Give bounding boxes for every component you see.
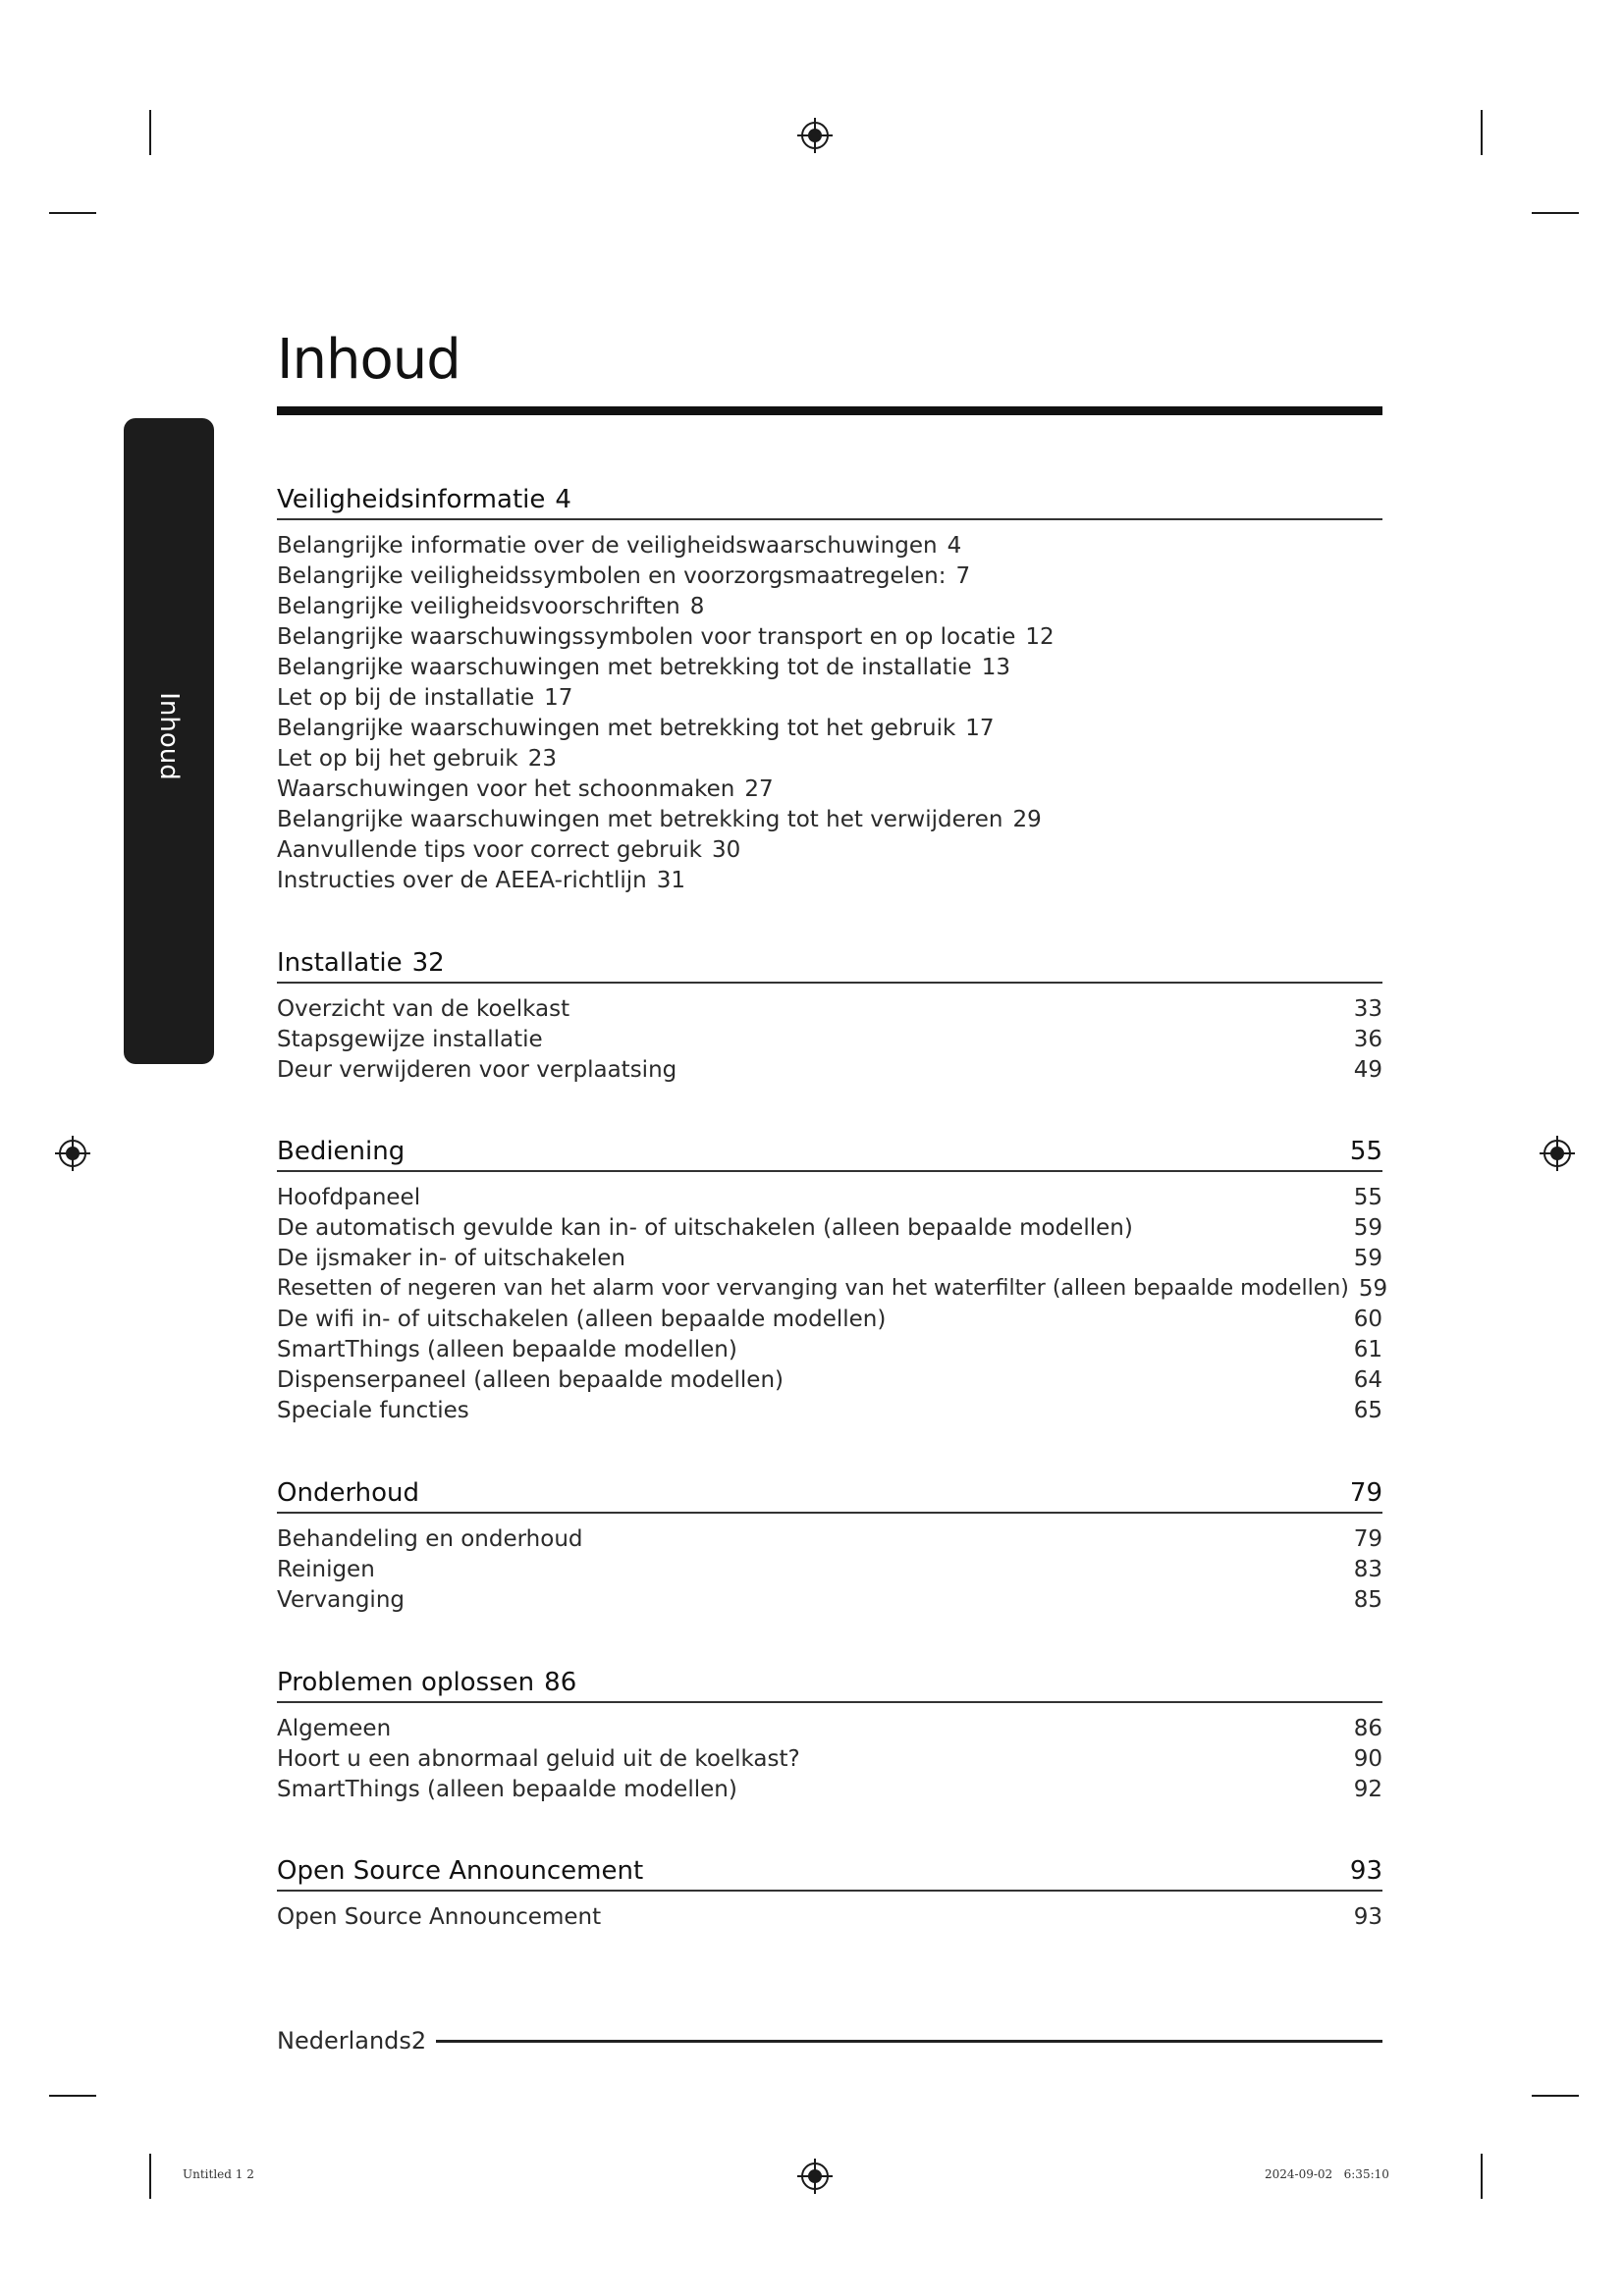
section-page: 32 (411, 948, 445, 978)
toc-entry (277, 865, 1382, 895)
crop-mark (149, 110, 151, 155)
page-footer (277, 2024, 1382, 2057)
entry-page: 79 (1353, 1525, 1382, 1552)
entry-text: Belangrijke waarschuwingssymbolen voor transport en op locatie (277, 623, 1016, 650)
entry-page: 59 (1353, 1245, 1382, 1271)
entry-page: 8 (689, 593, 705, 619)
entry-text: Belangrijke informatie over de veiligheidswaarschuwingen (277, 532, 938, 559)
entry-text: Dispenserpaneel (alleen bepaalde modellen) (277, 1366, 785, 1393)
toc-section (277, 1476, 1382, 1615)
crop-mark (1532, 212, 1579, 214)
toc-section (277, 1666, 1382, 1804)
section-title: Bediening (277, 1137, 406, 1166)
entry-text: Let op bij de installatie (277, 684, 535, 711)
entry-text: Stapsgewijze installatie (277, 1026, 543, 1052)
section-heading (277, 483, 1382, 520)
entry-text: Reinigen (277, 1556, 375, 1582)
registration-mark-icon (1538, 1134, 1577, 1173)
entry-text: De wifi in- of uitschakelen (alleen bepaalde modellen) (277, 1306, 887, 1332)
entry-text: SmartThings (alleen bepaalde modellen) (277, 1776, 737, 1802)
entry-text: Overzicht van de koelkast (277, 995, 570, 1022)
crop-mark (1481, 2154, 1483, 2199)
entry-page: 29 (1012, 806, 1042, 832)
section-title: Open Source Announcement (277, 1856, 644, 1886)
toc-entry (277, 1054, 1382, 1085)
registration-mark-icon (53, 1134, 92, 1173)
entry-page: 61 (1353, 1336, 1382, 1362)
toc-entry (277, 1243, 1382, 1273)
entry-text: Hoofdpaneel (277, 1184, 421, 1210)
toc-entry (277, 530, 1382, 561)
page-title: Inhoud (277, 328, 460, 392)
toc-entry (277, 834, 1382, 865)
entry-text: De automatisch gevulde kan in- of uitschakelen (alleen bepaalde modellen) (277, 1214, 1133, 1241)
crop-mark (49, 2095, 96, 2097)
entry-page: 93 (1353, 1903, 1382, 1930)
entry-text: Belangrijke waarschuwingen met betrekking tot de installatie (277, 654, 972, 680)
footer-rule (436, 2040, 1382, 2043)
entry-text: Hoort u een abnormaal geluid uit de koelkast? (277, 1745, 800, 1772)
toc-entry (277, 804, 1382, 834)
section-page: 79 (1349, 1478, 1382, 1508)
toc-entry (277, 1334, 1382, 1364)
section-page: 86 (544, 1668, 577, 1697)
side-tab (124, 418, 214, 1064)
toc-entry (277, 682, 1382, 713)
entry-page: 17 (965, 715, 995, 741)
entry-text: Belangrijke veiligheidsvoorschriften (277, 593, 680, 619)
toc-entry (277, 1743, 1382, 1774)
section-heading (277, 1666, 1382, 1703)
toc-section (277, 483, 1382, 895)
toc-entry (277, 1273, 1388, 1304)
entry-page: 55 (1353, 1184, 1382, 1210)
registration-mark-icon (795, 2157, 835, 2196)
section-title: Installatie (277, 948, 403, 978)
toc-entry (277, 1304, 1382, 1334)
entry-text: Speciale functies (277, 1397, 469, 1423)
toc-entry (277, 1182, 1382, 1212)
entry-page: 12 (1025, 623, 1055, 650)
entry-text: SmartThings (alleen bepaalde modellen) (277, 1336, 737, 1362)
crop-mark (1532, 2095, 1579, 2097)
entry-text: Waarschuwingen voor het schoonmaken (277, 775, 735, 802)
entry-text: Belangrijke waarschuwingen met betrekking tot het gebruik (277, 715, 956, 741)
entry-text: Open Source Announcement (277, 1903, 602, 1930)
toc-entry (277, 1364, 1382, 1395)
crop-mark (149, 2154, 151, 2199)
toc-entry (277, 591, 1382, 621)
entry-page: 59 (1353, 1214, 1382, 1241)
registration-mark-icon (795, 116, 835, 155)
entry-page: 85 (1353, 1586, 1382, 1613)
toc-entry (277, 621, 1382, 652)
entry-text: Resetten of negeren van het alarm voor vervanging van het waterfilter (alleen bepaalde modellen) (277, 1276, 1349, 1301)
toc-entry (277, 1212, 1382, 1243)
toc-entry (277, 1713, 1382, 1743)
toc-entry (277, 652, 1382, 682)
footer-page-label: Nederlands2 (277, 2027, 427, 2055)
entry-page: 59 (1358, 1275, 1388, 1302)
entry-page: 13 (981, 654, 1010, 680)
entry-page: 90 (1353, 1745, 1382, 1772)
entry-text: Aanvullende tips voor correct gebruik (277, 836, 702, 863)
toc-entry (277, 1024, 1382, 1054)
entry-page: 92 (1353, 1776, 1382, 1802)
section-heading (277, 946, 1382, 984)
toc-entry (277, 713, 1382, 743)
toc-entry (277, 774, 1382, 804)
title-rule (277, 406, 1382, 415)
entry-text: Deur verwijderen voor verplaatsing (277, 1056, 677, 1083)
entry-page: 7 (955, 562, 971, 589)
entry-page: 86 (1353, 1715, 1382, 1741)
entry-page: 33 (1353, 995, 1382, 1022)
section-page: 93 (1349, 1856, 1382, 1886)
section-title: Onderhoud (277, 1478, 420, 1508)
entry-page: 17 (544, 684, 573, 711)
entry-text: Let op bij het gebruik (277, 745, 518, 772)
entry-page: 4 (947, 532, 962, 559)
toc-entry (277, 1584, 1382, 1615)
section-heading (277, 1476, 1382, 1514)
entry-page: 65 (1353, 1397, 1382, 1423)
section-title: Veiligheidsinformatie (277, 485, 546, 514)
toc-entry (277, 1523, 1382, 1554)
toc-section (277, 1854, 1382, 1932)
print-slug-right: 2024-09-02 6:35:10 (1265, 2167, 1389, 2181)
entry-page: 49 (1353, 1056, 1382, 1083)
entry-page: 23 (527, 745, 557, 772)
toc-entry (277, 743, 1382, 774)
section-heading (277, 1854, 1382, 1892)
crop-mark (49, 212, 96, 214)
entry-text: Instructies over de AEEA-richtlijn (277, 867, 647, 893)
toc-entry (277, 561, 1382, 591)
section-page: 55 (1349, 1137, 1382, 1166)
entry-text: Belangrijke veiligheidssymbolen en voorzorgsmaatregelen: (277, 562, 947, 589)
toc-section (277, 1135, 1388, 1425)
entry-text: Algemeen (277, 1715, 392, 1741)
entry-page: 83 (1353, 1556, 1382, 1582)
toc-section (277, 946, 1382, 1085)
toc-entry (277, 993, 1382, 1024)
entry-text: Belangrijke waarschuwingen met betrekking tot het verwijderen (277, 806, 1003, 832)
section-page: 4 (555, 485, 571, 514)
entry-page: 31 (656, 867, 685, 893)
entry-page: 30 (711, 836, 741, 863)
section-title: Problemen oplossen (277, 1668, 535, 1697)
entry-page: 36 (1353, 1026, 1382, 1052)
toc-entry (277, 1395, 1382, 1425)
print-slug-left: Untitled 1 2 (183, 2167, 254, 2181)
crop-mark (1481, 110, 1483, 155)
entry-text: De ijsmaker in- of uitschakelen (277, 1245, 625, 1271)
entry-text: Behandeling en onderhoud (277, 1525, 583, 1552)
entry-text: Vervanging (277, 1586, 406, 1613)
toc-entry (277, 1901, 1382, 1932)
toc-entry (277, 1554, 1382, 1584)
toc-entry (277, 1774, 1382, 1804)
entry-page: 64 (1353, 1366, 1382, 1393)
entry-page: 27 (744, 775, 774, 802)
section-heading (277, 1135, 1382, 1172)
entry-page: 60 (1353, 1306, 1382, 1332)
side-tab-label: Inhoud (154, 692, 184, 780)
